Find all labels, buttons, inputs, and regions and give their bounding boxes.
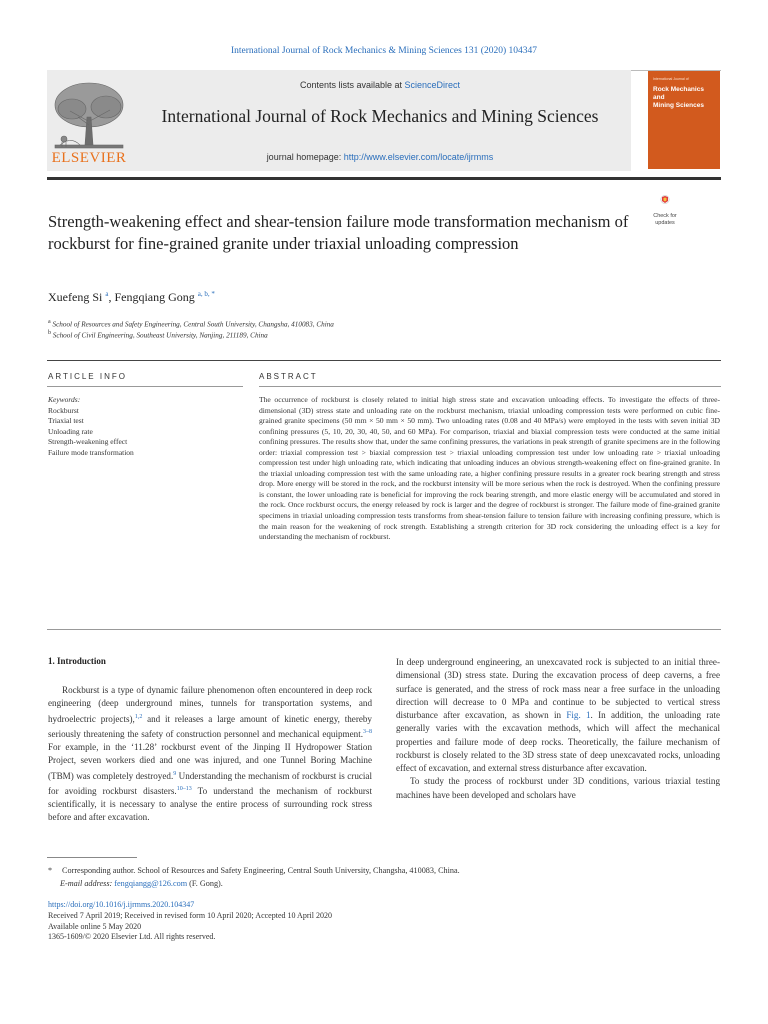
- footnote-star: *: [48, 866, 53, 875]
- copyright: 1365-1609/© 2020 Elsevier Ltd. All rights reserved.: [48, 932, 216, 942]
- email-suffix: (F. Gong).: [187, 878, 223, 888]
- reference-link[interactable]: 9: [173, 770, 177, 777]
- header-bottom-rule: [47, 177, 721, 180]
- cover-title-line: Mining Sciences: [653, 102, 704, 109]
- contents-prefix: Contents lists available at: [299, 80, 405, 90]
- keyword-item: Strength-weakening effect: [48, 437, 128, 447]
- corresponding-author-footnote: [48, 865, 708, 890]
- keyword-item: Failure mode transformation: [48, 447, 134, 457]
- journal-citation[interactable]: International Journal of Rock Mechanics & Mining Sciences 131 (2020) 104347: [230, 46, 538, 56]
- email-line: [48, 878, 708, 891]
- author-list: Xuefeng Si $^a$, Fengqiang Gong $^{a, b, *}$: [48, 290, 215, 304]
- body-column-right: [396, 656, 720, 802]
- footnote-line: [48, 865, 708, 878]
- abstract-heading: ABSTRACT: [259, 372, 318, 381]
- article-history: [48, 900, 708, 943]
- affiliation-text: School of Civil Engineering, Southeast University, Nanjing, 211189, China: [52, 331, 268, 340]
- reference-link[interactable]: 1,2: [134, 713, 143, 720]
- keyword-item: Unloading rate: [48, 426, 93, 436]
- keyword-item: Rockburst: [48, 405, 79, 415]
- text-run: Understanding the mechanism of rockburst is crucial for avoiding rockburst disasters.: [48, 770, 372, 796]
- badge-line: Check for: [653, 213, 677, 219]
- check-for-updates-icon[interactable]: [645, 195, 685, 213]
- available-online: Available online 5 May 2020: [48, 921, 142, 931]
- affiliation-text: School of Resources and Safety Engineering, Central South University, Changsha, 410083, China: [52, 320, 334, 329]
- reference-link[interactable]: 3–8: [363, 728, 372, 735]
- keywords-block: [48, 395, 243, 459]
- paragraph: [48, 684, 372, 825]
- affiliation-marker[interactable]: a, b, *: [197, 290, 215, 298]
- elsevier-wordmark: ELSEVIER: [51, 150, 127, 166]
- affiliation-a: $^a$ School of Resources and Safety Engineering, Central South University, Changsha, 410083, China: [48, 319, 334, 329]
- abstract-text: The occurrence of rockburst is closely related to initial high stress state and excavation unloading effects. To investigate the effects of three-dimensional (3D) stress state and unloading rate on the rockburst mechanism, triaxial unloading compression tests were performed on cubic fine-grained granite specimens (50 mm × 50 mm × 50 mm). Two unloading rates (0.08 and 40 MPa/s) were employed in the tests with seven initial 3D confining pressures (5, 10, 20, 30, 40, 50, and 60 MPa). For comparison, triaxial and biaxial compression tests were conducted at the same initial confining pressures. The results show that, under the same confining pressures, the variations in peak strength of granite specimens are in the following order: triaxial compression test > biaxial compression test > triaxial unloading compression test under low unloading rate > triaxial unloading compression test under high unloading rate, which indicating that unloading induces an obvious strength-weakening effect on fine-grained granite. In the triaxial unloading compression test with the same unloading rate, a higher confining pressure results in a greater rock bearing strength and stress drop. More energy will be stored in the rock, and the rockburst intensity will be more serious when the rock is destroyed. When the confining pressure is constant, the lower unloading rate is beneficial for improving the rock bearing strength, and more elastic energy will be accumulated and stored in the rock. Once rockburst occurs, the energy released by rock is larger and the degree of rockburst is stronger. The failure mode of fine-grained granite specimens in triaxial unloading compression tests transforms from shear-tension failure to tension failure with increasing confining pressure, which is the main reason for the weakening of rock strength. Establishing a strength criterion for 3D rock considering the unloading effect is a key for understanding the mechanism of rockburst.: [259, 395, 720, 542]
- contents-available: [130, 80, 630, 90]
- affiliation-b: $^b$ School of Civil Engineering, Southeast University, Nanjing, 211189, China: [48, 330, 268, 340]
- footnote-rule: [47, 857, 137, 858]
- cover-title-line: and: [653, 94, 665, 101]
- keywords-label: Keywords:: [48, 395, 81, 404]
- article-info-heading: ARTICLE INFO: [48, 372, 127, 381]
- journal-title: International Journal of Rock Mechanics and Mining Sciences: [161, 106, 599, 126]
- author-name[interactable]: Fengqiang Gong: [114, 290, 195, 304]
- text-run: Rockburst is a type of dynamic failure phenomenon often encountered in deep rock engineering (deep underground mines, tunnels for transportation systems, and hydroelectric projects),: [48, 685, 372, 724]
- corresponding-text: Corresponding author. School of Resources and Safety Engineering, Central South University, Changsha, 410083, China.: [62, 866, 460, 875]
- author-name[interactable]: Xuefeng Si: [48, 290, 103, 304]
- sciencedirect-link[interactable]: ScienceDirect: [404, 80, 461, 90]
- text-run: To understand the mechanism of rockburst scientifically, it is necessary to analyse the entire process of surrounding rock stress before and after excavation.: [48, 785, 373, 823]
- text-run: For example, in the ‘11.28’ rockburst event of the Jinping II Hydropower Station Project, seven workers died and one was injured, and one Tunnel Boring Machine (TBM) was completely destroyed.: [48, 742, 372, 781]
- homepage-link[interactable]: http://www.elsevier.com/locate/ijrmms: [343, 152, 494, 162]
- cover-title: [653, 86, 717, 110]
- paper-title: Strength-weakening effect and shear-tension failure mode transformation mechanism of rockburst for fine-grained granite under triaxial unloading compression: [48, 212, 629, 253]
- figure-link[interactable]: Fig. 1: [566, 710, 591, 720]
- section-divider: [47, 360, 721, 361]
- abstract-rule: [259, 386, 721, 387]
- introduction-heading: 1. Introduction: [48, 656, 106, 666]
- homepage-prefix: journal homepage:: [266, 152, 344, 162]
- cover-small-text: International Journal of: [653, 77, 689, 81]
- section-divider: [47, 629, 721, 630]
- keyword-item: Triaxial test: [48, 416, 84, 426]
- email-link[interactable]: fengqiangg@126.com: [114, 878, 188, 888]
- doi-link[interactable]: https://doi.org/10.1016/j.ijrmms.2020.104347: [48, 900, 195, 909]
- email-label: E-mail address:: [60, 878, 115, 888]
- affiliation-marker[interactable]: a: [105, 290, 109, 298]
- journal-homepage: [130, 152, 630, 162]
- received-dates: Received 7 April 2019; Received in revised form 10 April 2020; Accepted 10 April 2020: [48, 910, 332, 920]
- text-run: and it releases a large amount of kinetic energy, thereby seriously threatening the safety of construction personnel and mechanical equipment.: [48, 713, 372, 739]
- cover-title-line: Rock Mechanics: [653, 86, 704, 93]
- reference-link[interactable]: 10–13: [176, 785, 192, 792]
- badge-line: updates: [655, 219, 675, 226]
- body-column-left: [48, 684, 372, 825]
- text-run: In deep underground engineering, an unexcavated rock is subjected to an initial three-dimensional (3D) stress state. During the excavation process of deep caverns, a free surface is generated, and the stress of rock mass near a free surface in the unloading direction will decrease to 0 MPa and continue to be subjected to vertical stress disturbance after excavation, as shown in: [396, 657, 720, 720]
- paragraph: To study the process of rockburst under 3D conditions, various triaxial testing machines have been developed and scholars have: [396, 776, 720, 800]
- article-info-rule: [47, 386, 243, 387]
- paragraph: [396, 656, 720, 775]
- check-for-updates-label[interactable]: [644, 213, 686, 226]
- text-run: . In addition, the unloading rate generally varies with the excavation methods, which will affect the mechanical properties and failure mode of deep rocks. Theoretically, the failure mechanism of rockburst is closely related to the 3D stress state of deep unexcavated rocks, unloading effect of excavation, and external stress disturbance after excavation.: [396, 710, 720, 773]
